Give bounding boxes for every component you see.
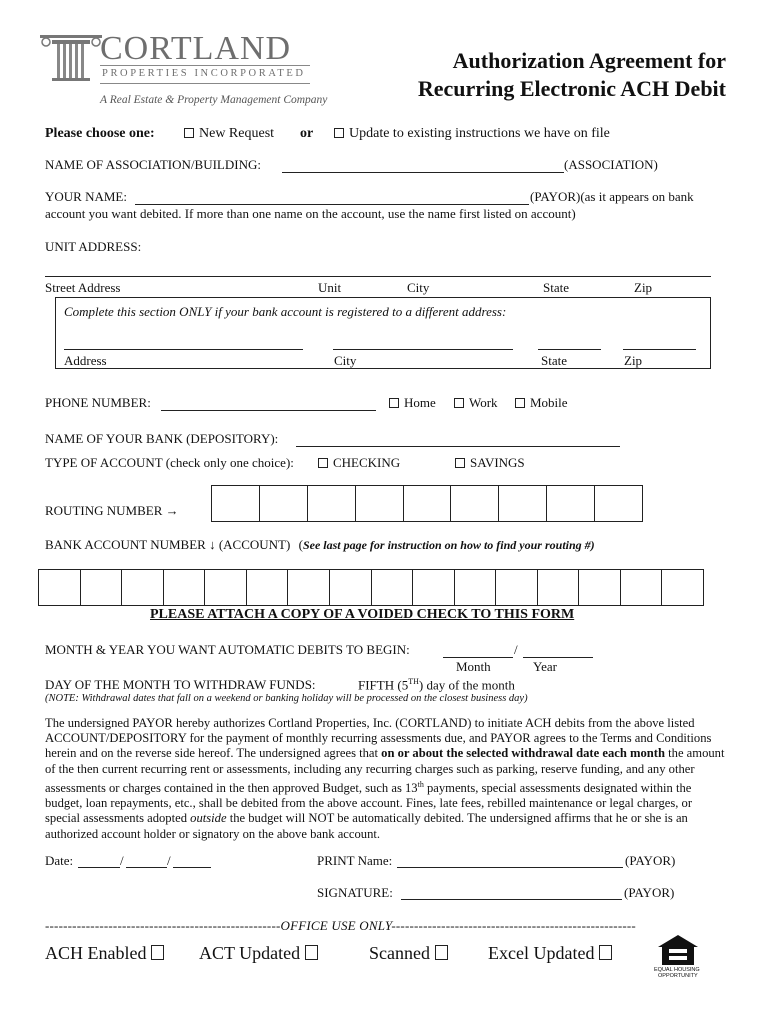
begin-year-caption: Year [533,659,557,674]
routing-digit-box[interactable] [260,486,308,521]
checking-label: CHECKING [333,455,401,470]
new-request-checkbox[interactable] [184,128,194,138]
withdraw-day-label: DAY OF THE MONTH TO WITHDRAW FUNDS: [45,677,316,692]
scanned-checkbox[interactable] [435,945,448,960]
zip-label: Zip [634,280,653,295]
print-name-label: PRINT Name: [317,853,393,868]
account-digit-box[interactable] [122,570,164,605]
agreement-paragraph [45,716,725,842]
account-type-label: TYPE OF ACCOUNT (check only one choice): [45,455,294,470]
phone-mobile-checkbox[interactable] [515,398,525,408]
account-digit-box[interactable] [247,570,289,605]
phone-home-label: Home [404,395,436,410]
unit-address-field[interactable] [45,276,711,277]
bank-name-label: NAME OF YOUR BANK (DEPOSITORY): [45,431,279,446]
account-digit-box[interactable] [81,570,123,605]
city-label: City [407,280,430,295]
association-suffix: (ASSOCIATION) [564,157,658,172]
agreement-bold-text: on or about the selected withdrawal date each month [381,746,665,761]
equal-housing-house-icon [656,933,700,967]
choose-label: Please choose one: [45,126,155,141]
account-digit-box[interactable] [579,570,621,605]
routing-digit-box[interactable] [595,486,643,521]
date-year-field[interactable] [173,867,211,868]
logo-name: CORTLAND [100,30,292,67]
agreement-text-2: the amount of the then current recurring rent or assessments, including any recurring charges such as parking, reserve funding, and any other assessments or charges contained in the then approved Budget, such as 13 [45,746,725,795]
association-field[interactable] [282,172,564,173]
ach-enabled-option[interactable] [45,943,164,964]
account-digit-box[interactable] [455,570,497,605]
equal-housing-logo [656,933,700,981]
phone-field[interactable] [161,410,376,411]
agreement-text-4: the budget will NOT be automatically debited. The undersigned affirms that he or she is an authorized account holder or signatory on the above bank account. [45,811,688,841]
withdraw-day-pre: FIFTH (5 [358,677,409,693]
phone-mobile-label: Mobile [530,395,568,410]
phone-home-option[interactable] [389,395,436,411]
your-name-note: account you want debited. If more than one name on the account, use the name first listed on account) [45,206,576,221]
begin-slash: / [514,642,518,657]
routing-digit-box[interactable] [547,486,595,521]
state-label: State [543,280,569,295]
savings-option[interactable] [455,455,525,471]
account-digit-box[interactable] [496,570,538,605]
alt-state-label: State [541,353,567,368]
update-label: Update to existing instructions we have on file [349,126,610,141]
account-number-grid[interactable] [38,569,704,606]
new-request-option[interactable] [184,126,274,142]
scanned-label: Scanned [369,943,430,963]
phone-work-label: Work [469,395,498,410]
agreement-text-3: payments, special assessments designated within the budget, loan repayments, etc., shall be debited from the above account. Fines, late fees, rebilled maintenance or legal charges, or special assessments adopted [45,781,693,826]
logo-subtitle: PROPERTIES INCORPORATED [102,68,306,79]
company-logo [40,30,328,112]
phone-label: PHONE NUMBER: [45,395,151,410]
alt-state-field[interactable] [538,349,601,350]
logo-rule-bottom [100,83,310,84]
bank-name-field[interactable] [296,446,620,447]
account-digit-box[interactable] [413,570,455,605]
checking-checkbox[interactable] [318,458,328,468]
begin-label: MONTH & YEAR YOU WANT AUTOMATIC DEBITS TO BEGIN: [45,642,410,657]
office-use-header: OFFICE USE ONLY [280,918,392,933]
excel-updated-checkbox[interactable] [599,945,612,960]
account-number-note: See last page for instruction on how to find your routing #) [302,538,595,552]
your-name-suffix: (PAYOR)(as it appears on bank [530,189,694,204]
scanned-option[interactable] [369,943,448,964]
account-digit-box[interactable] [205,570,247,605]
column-icon [40,32,102,82]
phone-work-option[interactable] [454,395,498,411]
account-digit-box[interactable] [39,570,81,605]
alt-address-note: Complete this section ONLY if your bank account is registered to a different address: [64,304,507,319]
account-digit-box[interactable] [288,570,330,605]
alt-address-label: Address [64,353,107,368]
choose-or: or [300,126,314,141]
unit-label: Unit [318,280,342,295]
agreement-sup: th [417,779,424,789]
withdraw-day-note: (NOTE: Withdrawal dates that fall on a weekend or banking holiday will be processed on the closest business day) [45,693,528,704]
phone-mobile-option[interactable] [515,395,568,411]
account-number-label: BANK ACCOUNT NUMBER ↓ (ACCOUNT) [45,537,291,552]
new-request-label: New Request [199,126,275,141]
signature-label: SIGNATURE: [317,885,393,900]
alt-city-label: City [334,353,357,368]
phone-work-checkbox[interactable] [454,398,464,408]
savings-checkbox[interactable] [455,458,465,468]
routing-digit-box[interactable] [308,486,356,521]
your-name-label: YOUR NAME: [45,189,127,204]
print-name-field[interactable] [397,867,623,868]
account-digit-box[interactable] [538,570,580,605]
attach-check-notice: PLEASE ATTACH A COPY OF A VOIDED CHECK TO THIS FORM [150,607,575,622]
agreement-text-1: The undersigned PAYOR hereby authorizes Cortland Properties, Inc. (CORTLAND) to initiate ACH debits from the above listed ACCOUNT/DEPOSITORY for the payment of monthly recurring assessments due, and PAYOR agrees to the Terms and Conditions herein and on the reverse side hereof. The undersigned agrees that [45,716,712,761]
account-digit-box[interactable] [621,570,663,605]
update-option[interactable] [334,126,610,142]
begin-month-caption: Month [456,659,491,674]
update-checkbox[interactable] [334,128,344,138]
account-note-open: ( [298,537,303,552]
account-digit-box[interactable] [330,570,372,605]
routing-digit-box[interactable] [212,486,260,521]
routing-number-grid[interactable] [211,485,643,522]
ach-enabled-checkbox[interactable] [151,945,164,960]
excel-updated-label: Excel Updated [488,943,595,963]
print-name-suffix: (PAYOR) [625,853,676,868]
date-month-field[interactable] [78,867,120,868]
eho-line1: EQUAL HOUSING [654,967,700,973]
act-updated-label: ACT Updated [199,943,301,963]
account-digit-box[interactable] [372,570,414,605]
begin-year-field[interactable] [523,657,593,658]
signature-suffix: (PAYOR) [624,885,675,900]
date-day-field[interactable] [126,867,167,868]
unit-address-label: UNIT ADDRESS: [45,239,142,254]
routing-digit-box[interactable] [451,486,499,521]
routing-digit-box[interactable] [499,486,547,521]
withdraw-day-value [358,677,515,693]
street-label: Street Address [45,280,121,295]
office-dashes-right: ------------------------------------------------------ [391,918,636,933]
alt-zip-label: Zip [624,353,643,368]
routing-digit-box[interactable] [356,486,404,521]
phone-home-checkbox[interactable] [389,398,399,408]
savings-label: SAVINGS [470,455,525,470]
account-number-line [45,537,595,553]
excel-updated-option[interactable] [488,943,612,964]
routing-label: ROUTING NUMBER → [45,503,179,518]
signature-field[interactable] [401,899,622,900]
account-digit-box[interactable] [662,570,704,605]
form-title-line2: Recurring Electronic ACH Debit [417,76,726,101]
date-label: Date: [45,853,74,868]
routing-digit-box[interactable] [404,486,452,521]
office-use-header-line [45,918,636,934]
form-title-line1: Authorization Agreement for [452,48,726,73]
office-dashes-left: ---------------------------------------------------- [45,918,281,933]
begin-month-field[interactable] [443,657,513,658]
account-digit-box[interactable] [164,570,206,605]
eho-line2: OPPORTUNITY [658,973,698,979]
alt-zip-field[interactable] [623,349,696,350]
your-name-field[interactable] [135,204,529,205]
date-slash-1: / [120,853,124,868]
alt-address-field[interactable] [64,349,303,350]
ach-enabled-label: ACH Enabled [45,943,147,963]
date-slash-2: / [167,853,171,868]
withdraw-day-post: ) day of the month [418,677,515,693]
withdraw-day-sup: TH [408,677,419,686]
logo-tagline: A Real Estate & Property Management Company [100,94,328,106]
act-updated-checkbox[interactable] [305,945,318,960]
act-updated-option[interactable] [199,943,318,964]
agreement-italic-text: outside [190,811,227,826]
alt-city-field[interactable] [333,349,513,350]
checking-option[interactable] [318,455,400,471]
association-label: NAME OF ASSOCIATION/BUILDING: [45,157,261,172]
logo-rule-top [100,65,310,66]
